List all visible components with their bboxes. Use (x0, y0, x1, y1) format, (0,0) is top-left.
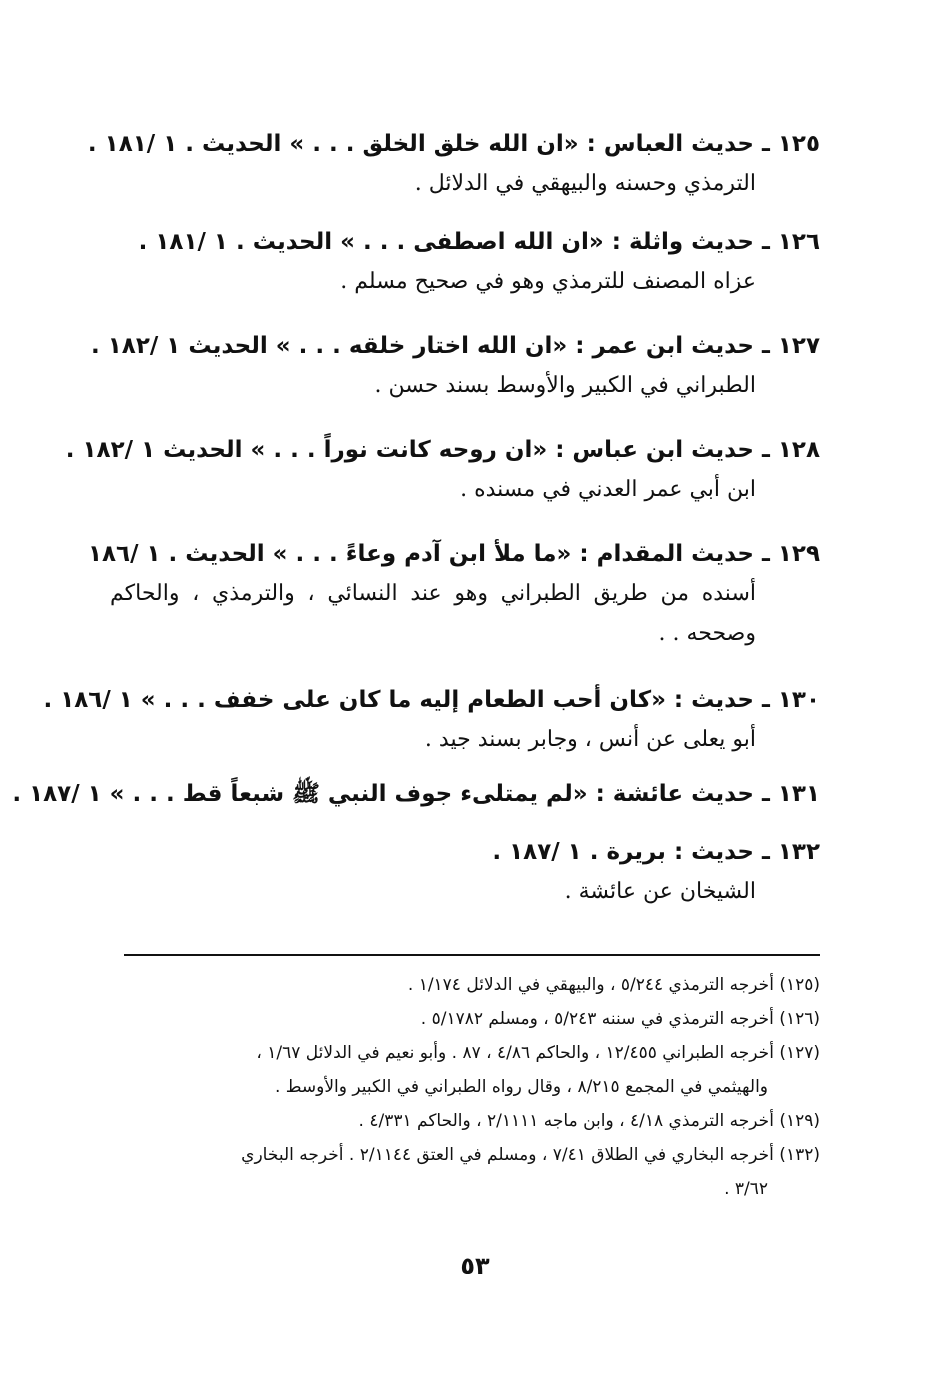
hadith-entry-126 (110, 222, 820, 302)
footnote-divider (124, 954, 820, 956)
page-number: ٥٣ (460, 1252, 490, 1280)
hadith-entry-127 (91, 326, 820, 406)
footnote-text: (١٣٢) أخرجه البخاري في الطلاق ٧/٤١ ، ومسلم في العتق ٢/١١٤٤ . أخرجه البخاري (241, 1145, 820, 1165)
hadith-heading: ١٢٨ ـ حديث ابن عباس : «ان روحه كانت نوراً . . . » الحديث ١ /١٨٢ . (65, 437, 820, 463)
hadith-heading: ١٢٩ ـ حديث المقدام : «ما ملأ ابن آدم وعاءً . . . » الحديث . ١ /١٨٦ (87, 541, 820, 567)
hadith-entry-125 (87, 124, 820, 204)
hadith-heading: ١٣٠ ـ حديث : «كان أحب الطعام إليه ما كان على خفف . . . » ١ /١٨٦ . (43, 687, 820, 713)
hadith-entry-129 (87, 534, 820, 654)
hadith-source: ابن أبي عمر العدني في مسنده . (460, 477, 756, 502)
hadith-source: أسنده من طريق الطبراني وهو عند النسائي ، والترمذي ، والحاكم وصححه . . (110, 581, 756, 646)
hadith-source: أبو يعلى عن أنس ، وجابر بسند جيد . (424, 727, 756, 752)
footnote-text: (١٢٩) أخرجه الترمذي ٤/١٨ ، وابن ماجه ٢/١١١١ ، والحاكم ٤/٣٣١ . (358, 1111, 820, 1131)
hadith-entry-130 (43, 680, 820, 760)
footnote-continuation: والهيثمي في المجمع ٨/٢١٥ ، وقال رواه الطبراني في الكبير والأوسط . (274, 1077, 768, 1097)
hadith-source: الطبراني في الكبير والأوسط بسند حسن . (374, 373, 756, 398)
hadith-source: الشيخان عن عائشة . (564, 879, 756, 904)
footnote-126 (110, 1002, 820, 1036)
footnote-continuation: ٣/٦٢ . (724, 1179, 768, 1199)
footnote-text: (١٢٦) أخرجه الترمذي في سننه ٥/٢٤٣ ، ومسلم ٥/١٧٨٢ . (420, 1009, 820, 1029)
hadith-heading: ١٢٥ ـ حديث العباس : «ان الله خلق الخلق . . . » الحديث . ١ /١٨١ . (87, 131, 820, 157)
footnote-125 (110, 968, 820, 1002)
hadith-entry-131 (12, 774, 820, 814)
footnote-text: (١٢٧) أخرجه الطبراني ١٢/٤٥٥ ، والحاكم ٤/٨٦ ، ٨٧ . وأبو نعيم في الدلائل ١/٦٧ ، (256, 1043, 820, 1063)
footnote-127 (110, 1036, 820, 1104)
footnote-132 (110, 1138, 820, 1206)
hadith-entry-132 (110, 832, 820, 912)
hadith-heading: ١٢٧ ـ حديث ابن عمر : «ان الله اختار خلقه . . . » الحديث ١ /١٨٢ . (91, 333, 820, 359)
hadith-source: عزاه المصنف للترمذي وهو في صحيح مسلم . (340, 269, 756, 294)
footnote-text: (١٢٥) أخرجه الترمذي ٥/٢٤٤ ، والبيهقي في الدلائل ١/١٧٤ . (407, 975, 820, 995)
hadith-heading: ١٢٦ ـ حديث واثلة : «ان الله اصطفى . . . » الحديث . ١ /١٨١ . (138, 229, 820, 255)
hadith-entry-128 (65, 430, 820, 510)
hadith-heading: ١٣٢ ـ حديث : بريرة . ١ /١٨٧ . (492, 839, 820, 865)
hadith-heading: ١٣١ ـ حديث عائشة : «لم يمتلىء جوف النبي ﷺ شبعاً قط . . . » ١ /١٨٧ . (12, 781, 820, 807)
footnote-129 (110, 1104, 820, 1138)
hadith-source: الترمذي وحسنه والبيهقي في الدلائل . (414, 171, 756, 196)
footnotes (110, 968, 820, 1206)
